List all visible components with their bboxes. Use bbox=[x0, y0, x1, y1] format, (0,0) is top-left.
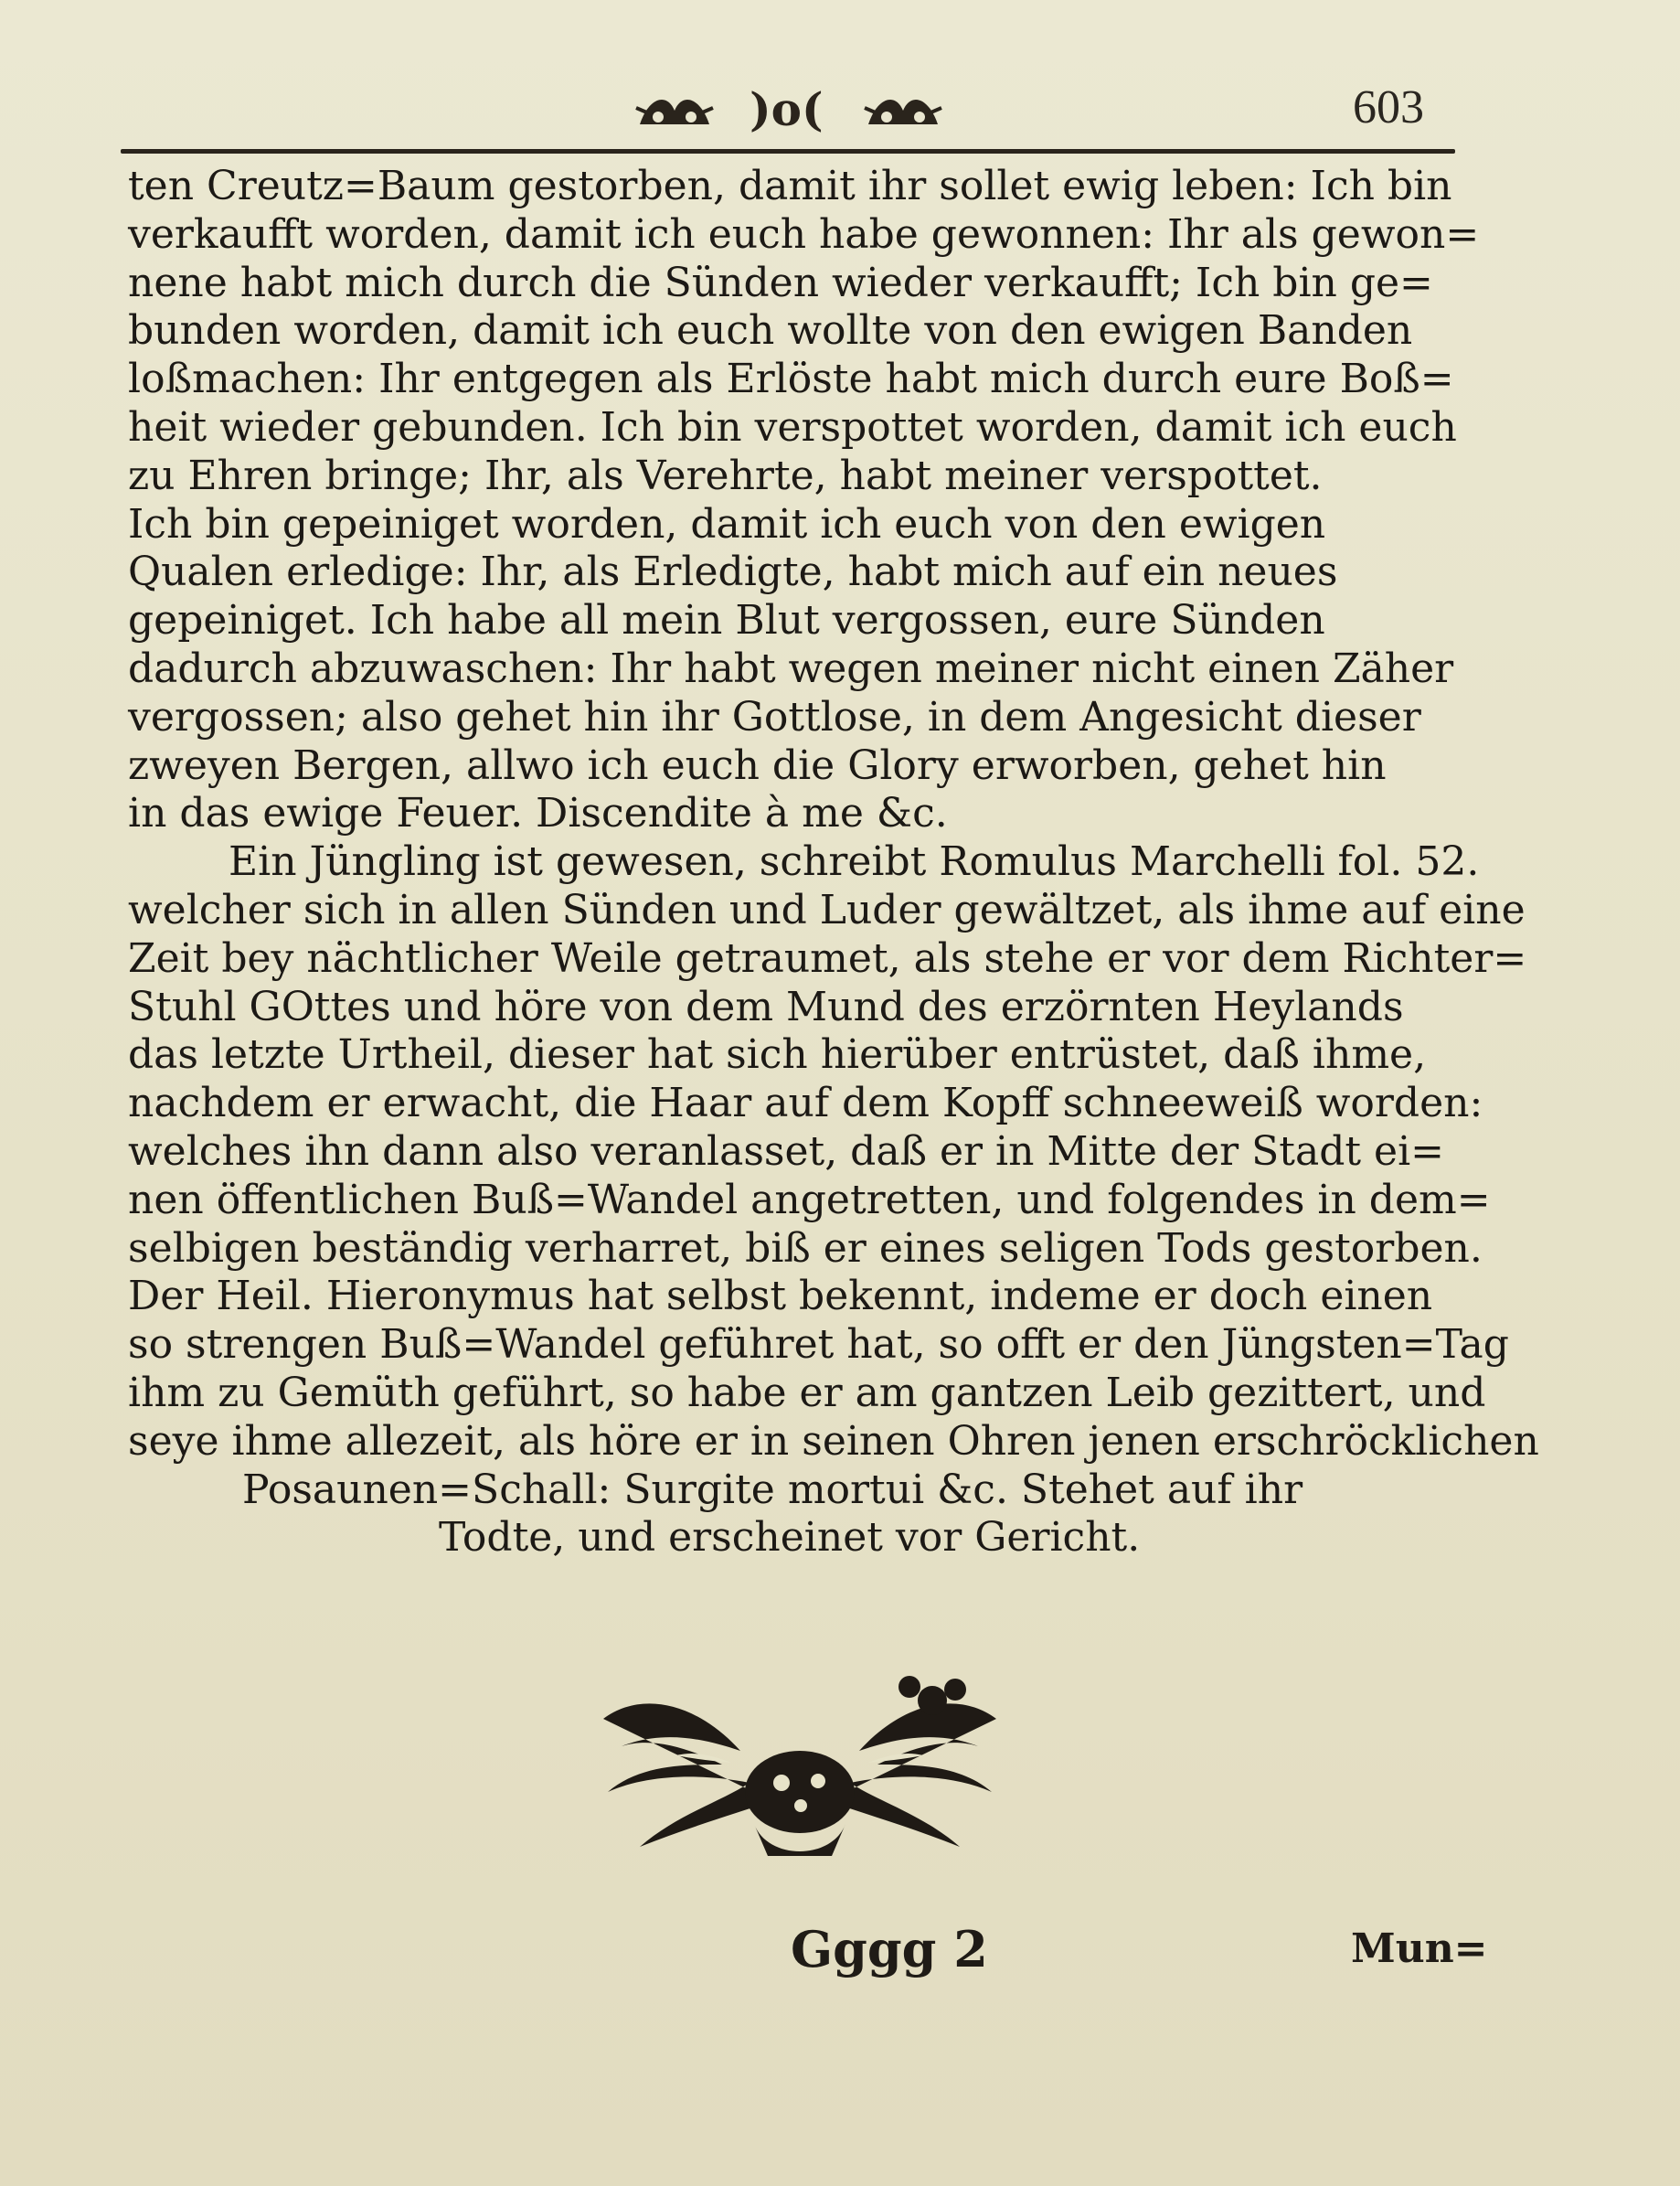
text-line: welcher sich in allen Sünden und Luder gewältzet, als ihme auf eine bbox=[128, 886, 1526, 933]
text-line: gepeiniget. Ich habe all mein Blut vergossen, eure Sünden bbox=[128, 597, 1325, 645]
signature-mark: Gggg 2 bbox=[791, 1920, 988, 1978]
text-line: welches ihn dann also veranlasset, daß er in Mitte der Stadt ei= bbox=[128, 1127, 1445, 1175]
text-line: Der Heil. Hieronymus hat selbst bekennt, indeme er doch einen bbox=[128, 1273, 1433, 1320]
text-line: so strengen Buß=Wandel geführet hat, so offt er den Jüngsten=Tag bbox=[128, 1321, 1509, 1369]
closing-line: Posaunen=Schall: Surgite mortui &c. Stehet auf ihr bbox=[242, 1466, 1303, 1513]
text-line: Zeit bey nächtlicher Weile getraumet, als stehe er vor dem Richter= bbox=[128, 934, 1527, 982]
floral-tailpiece-icon bbox=[585, 1664, 1015, 1874]
header-mark: )o( bbox=[750, 82, 824, 136]
text-line: vergossen; also gehet hin ihr Gottlose, in dem Angesicht dieser bbox=[128, 693, 1421, 741]
header-rule bbox=[121, 149, 1455, 154]
text-line: Ich bin gepeiniget worden, damit ich euch von den ewigen bbox=[128, 500, 1326, 548]
text-line: zu Ehren bringe; Ihr, als Verehrte, habt meiner verspottet. bbox=[128, 452, 1323, 499]
page-footer bbox=[0, 1920, 1680, 2011]
text-line: bunden worden, damit ich euch wollte von den ewigen Banden bbox=[128, 307, 1413, 355]
paragraph-start-line: Ein Jüngling ist gewesen, schreibt Romulus Marchelli fol. 52. bbox=[229, 838, 1480, 886]
text-line: ihm zu Gemüth geführt, so habe er am gantzen Leib gezittert, und bbox=[128, 1369, 1486, 1416]
text-line: nene habt mich durch die Sünden wieder verkaufft; Ich bin ge= bbox=[128, 259, 1433, 306]
text-line: Stuhl GOttes und höre von dem Mund des erzörnten Heylands bbox=[128, 983, 1404, 1030]
catchword: Mun= bbox=[1351, 1925, 1488, 1972]
page-number: 603 bbox=[1353, 81, 1424, 133]
text-line: ten Creutz=Baum gestorben, damit ihr sollet ewig leben: Ich bin bbox=[128, 163, 1452, 209]
fleuron-right-icon bbox=[859, 88, 947, 133]
text-line: dadurch abzuwaschen: Ihr habt wegen meiner nicht einen Zäher bbox=[128, 645, 1454, 692]
text-line: in das ewige Feuer. Discendite à me &c. bbox=[128, 790, 948, 837]
text-line: nen öffentlichen Buß=Wandel angetretten, und folgendes in dem= bbox=[128, 1176, 1491, 1223]
fleuron-left-icon bbox=[631, 88, 718, 133]
text-line: verkaufft worden, damit ich euch habe gewonnen: Ihr als gewon= bbox=[128, 210, 1480, 258]
text-line: Qualen erledige: Ihr, als Erledigte, habt mich auf ein neues bbox=[128, 549, 1338, 596]
text-line: loßmachen: Ihr entgegen als Erlöste habt mich durch eure Boß= bbox=[128, 356, 1454, 403]
text-line: heit wieder gebunden. Ich bin verspottet worden, damit ich euch bbox=[128, 403, 1457, 451]
text-line: zweyen Bergen, allwo ich euch die Glory erworben, gehet hin bbox=[128, 741, 1387, 789]
body-text bbox=[128, 163, 1539, 1562]
text-line: selbigen beständig verharret, biß er eines seligen Tods gestorben. bbox=[128, 1224, 1483, 1272]
text-line: das letzte Urtheil, dieser hat sich hierüber entrüstet, daß ihme, bbox=[128, 1031, 1427, 1079]
closing-line: Todte, und erscheinet vor Gericht. bbox=[439, 1514, 1141, 1562]
page-header bbox=[0, 73, 1680, 146]
text-line: nachdem er erwacht, die Haar auf dem Kopff schneeweiß worden: bbox=[128, 1080, 1483, 1127]
text-line: seye ihme allezeit, als höre er in seinen Ohren jenen erschröcklichen bbox=[128, 1417, 1539, 1465]
